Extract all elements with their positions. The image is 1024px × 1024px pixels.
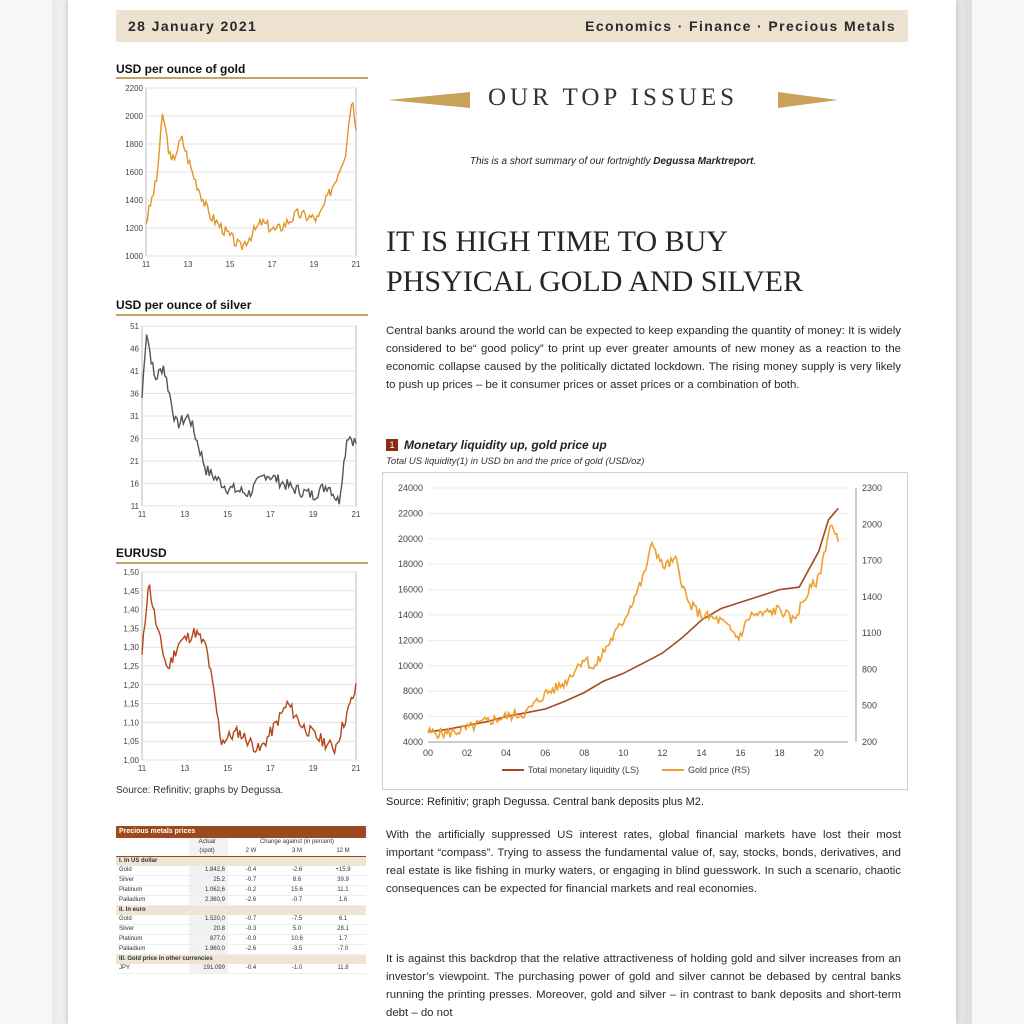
table-head-spot: (spot): [189, 847, 228, 856]
table-cell-change: -2.6: [291, 867, 303, 873]
gold-chart-title: USD per ounce of gold: [116, 62, 246, 76]
table-head-period: 12 M: [336, 848, 350, 854]
paragraph-2: With the artificially suppressed US interest rates, global financial markets have lost their most important “compass”. Trying to assess the fundamental value of, say, stocks, bonds, derivatives, and real estate is like fishing in murky waters, or engaging in blind guesswork. In such a scenario, chaotic consequences can be expected for financial markets and real economies.: [386, 829, 901, 895]
y-left-tick-label: 22000: [397, 508, 423, 519]
x-tick-label: 13: [180, 764, 190, 773]
table-cell-change: -0.7: [291, 897, 303, 903]
y-right-tick-label: 500: [862, 700, 878, 711]
table-cell-change: -0.7: [245, 916, 257, 922]
table-row: [116, 935, 366, 945]
gold-price-chart: [116, 82, 368, 276]
x-tick-label: 11: [141, 260, 151, 269]
table-cell-change: -0.3: [245, 926, 257, 932]
table-row: [116, 866, 366, 876]
table-cell-change: -2.6: [245, 946, 257, 952]
table-cell-change: 1.7: [338, 936, 348, 942]
table-cell-change: -7.0: [337, 946, 349, 952]
x-tick-label: 11: [137, 764, 147, 773]
table-head-row-2: [116, 847, 366, 857]
figure-title: Monetary liquidity up, gold price up: [404, 438, 607, 452]
table-cell-metal: Palladium: [119, 946, 146, 952]
table-cell-change: -0.2: [245, 887, 257, 893]
silver-chart-rule: [116, 314, 368, 316]
table-cell-change: 5.0: [292, 926, 302, 932]
y-tick-label: 1,35: [123, 624, 139, 634]
table-row: [116, 915, 366, 925]
eurusd-chart: [116, 566, 368, 782]
y-tick-label: 1,30: [123, 643, 139, 653]
table-cell-metal: Silver: [119, 926, 135, 932]
table-cell-change: +15.9: [335, 867, 351, 873]
table-cell-spot: 20.8: [189, 925, 228, 934]
table-cell-spot: 1.960,0: [189, 945, 228, 954]
silver-price-chart: [116, 320, 368, 528]
table-cell-change: -0.4: [245, 965, 257, 971]
x-tick-label: 15: [223, 510, 233, 519]
y-left-tick-label: 16000: [397, 584, 423, 595]
x-tick-label: 02: [462, 748, 473, 758]
x-tick-label: 13: [183, 260, 193, 269]
precious-metals-table: [116, 826, 366, 974]
table-cell-metal: JPY: [119, 965, 131, 971]
y-tick-label: 41: [130, 367, 139, 376]
x-tick-label: 19: [309, 260, 319, 269]
y-tick-label: 46: [130, 344, 139, 354]
document-page: [68, 0, 956, 1024]
x-tick-label: 15: [225, 260, 235, 269]
table-section-header: I. In US dollar: [116, 857, 366, 866]
x-tick-label: 08: [579, 748, 590, 758]
x-tick-label: 13: [180, 510, 190, 519]
liquidity-gold-chart: [382, 472, 908, 790]
x-tick-label: 21: [351, 260, 361, 269]
y-tick-label: 1,25: [123, 662, 139, 671]
x-tick-label: 21: [351, 764, 361, 773]
subtitle-bold: Degussa Marktreport: [653, 156, 754, 167]
y-left-tick-label: 18000: [397, 559, 423, 570]
table-section-header: II. In euro: [116, 906, 366, 915]
y-tick-label: 1400: [125, 196, 143, 205]
y-tick-label: 2200: [125, 84, 143, 93]
headline-line-1: IT IS HIGH TIME TO BUY: [386, 225, 728, 258]
x-tick-label: 11: [137, 510, 147, 519]
y-tick-label: 1800: [125, 140, 143, 149]
headline-line-2: PHSYICAL GOLD AND SILVER: [386, 265, 803, 298]
x-tick-label: 21: [351, 510, 361, 519]
table-row: [116, 876, 366, 886]
y-right-tick-label: 200: [862, 737, 878, 747]
table-cell-spot: 1.842,6: [189, 866, 228, 875]
y-tick-label: 1000: [125, 252, 143, 261]
y-tick-label: 2000: [125, 112, 143, 121]
table-cell-change: 1.6: [338, 897, 348, 903]
y-tick-label: 1,00: [123, 756, 139, 765]
header-date: 28 January 2021: [128, 18, 258, 34]
table-cell-change: -2.6: [245, 897, 257, 903]
page-header-bar: [116, 10, 908, 42]
top-issues-title: OUR TOP ISSUES: [487, 84, 739, 111]
y-right-tick-label: 800: [862, 664, 878, 675]
y-right-tick-label: 1100: [862, 628, 882, 639]
table-cell-change: 6.1: [338, 916, 348, 922]
table-row: [116, 886, 366, 896]
table-head-period: 3 M: [291, 848, 302, 854]
y-right-tick-label: 1400: [862, 591, 883, 602]
x-tick-label: 17: [265, 510, 275, 519]
y-right-tick-label: 2000: [862, 519, 883, 530]
y-tick-label: 1,15: [123, 699, 139, 709]
table-section-header: III. Gold price in other currencies: [116, 955, 366, 964]
headline: [386, 222, 906, 302]
figure-number: 1: [386, 439, 398, 451]
table-head-change: Change against (in percent): [259, 839, 335, 845]
y-tick-label: 21: [130, 457, 139, 466]
x-tick-label: 10: [618, 748, 629, 758]
table-cell-spot: 877.0: [189, 935, 228, 944]
table-cell-change: 11.8: [337, 965, 349, 971]
paragraph-3: It is against this backdrop that the relative attractiveness of holding gold and silver increases from an investor’s viewpoint. The purchasing power of gold and silver cannot be debased by central banks running the printing presses. Moreover, gold and silver – in contrast to bank deposits and short-term debt – do not: [386, 953, 901, 1019]
y-tick-label: 31: [130, 412, 139, 421]
table-cell-spot: 25.2: [189, 876, 228, 885]
x-tick-label: 14: [696, 748, 707, 758]
table-cell-metal: Platinum: [119, 936, 143, 942]
x-tick-label: 15: [223, 764, 233, 773]
table-cell-change: -0.7: [245, 877, 257, 883]
figure-source: Source: Refinitiv; graph Degussa. Central bank deposits plus M2.: [386, 796, 704, 808]
y-tick-label: 26: [130, 434, 139, 444]
x-tick-label: 16: [735, 748, 746, 758]
table-cell-spot: 1.062,6: [189, 886, 228, 895]
x-tick-label: 19: [308, 764, 318, 773]
table-cell-change: 10.6: [291, 936, 303, 942]
table-cell-change: 15.6: [291, 887, 303, 893]
small-charts-source: Source: Refinitiv; graphs by Degussa.: [116, 785, 284, 796]
header-topics: Economics · Finance · Precious Metals: [585, 18, 896, 34]
table-cell-change: 28.1: [337, 926, 349, 932]
table-cell-change: 11.1: [337, 887, 349, 893]
y-tick-label: 16: [130, 479, 139, 489]
table-cell-spot: 2.360,9: [189, 896, 228, 905]
table-cell-change: 39.9: [337, 877, 349, 883]
table-cell-change: -7.5: [291, 916, 303, 922]
table-cell-change: 8.6: [292, 877, 302, 883]
table-head-period: 2 W: [245, 848, 257, 854]
y-tick-label: 1600: [125, 168, 143, 177]
legend-label: Gold price (RS): [688, 765, 751, 775]
table-cell-change: -0.4: [245, 867, 257, 873]
silver-chart-title: USD per ounce of silver: [116, 298, 252, 312]
paragraph-1: Central banks around the world can be expected to keep expanding the quantity of money: It is widely considered to be“ good policy” to print up ever greater amounts of new money as a reaction to the economic collapse caused by the politically dictated lockdown. The rising money supply is very likely to push up prices – be it consumer prices or asset prices or a combination of both.: [386, 325, 901, 391]
table-cell-metal: Gold: [119, 867, 132, 873]
y-tick-label: 1,40: [123, 605, 139, 615]
table-title: Precious metals prices: [116, 826, 366, 838]
y-left-tick-label: 10000: [397, 660, 423, 671]
y-tick-label: 1,10: [123, 718, 139, 728]
y-left-tick-label: 4000: [402, 737, 423, 747]
y-tick-label: 1,20: [123, 680, 139, 690]
table-cell-metal: Silver: [119, 877, 135, 883]
table-row: [116, 964, 366, 974]
x-tick-label: 17: [265, 764, 275, 773]
y-tick-label: 1,45: [123, 586, 139, 596]
y-left-tick-label: 12000: [397, 635, 423, 646]
table-row: [116, 925, 366, 935]
table-cell-change: -3.5: [291, 946, 303, 952]
table-cell-change: -0.9: [245, 936, 257, 942]
x-tick-label: 20: [813, 748, 824, 758]
table-cell-metal: Platinum: [119, 887, 143, 893]
table-row: [116, 896, 366, 906]
subtitle-text: This is a short summary of our fortnightly: [469, 156, 654, 167]
table-row: [116, 945, 366, 955]
y-tick-label: 1200: [125, 224, 143, 233]
x-tick-label: 00: [422, 748, 434, 758]
x-tick-label: 12: [657, 748, 668, 758]
y-left-tick-label: 14000: [397, 610, 423, 620]
summary-subtitle: [388, 156, 838, 167]
table-cell-metal: Palladium: [119, 897, 146, 903]
table-cell-spot: 1.520,0: [189, 915, 228, 924]
table-cell-spot: 191.099: [189, 964, 228, 973]
top-issues-banner: [388, 84, 838, 114]
table-head-row: [116, 838, 366, 847]
y-left-tick-label: 6000: [402, 711, 423, 722]
legend-label: Total monetary liquidity (LS): [528, 765, 640, 775]
x-tick-label: 19: [308, 510, 318, 519]
x-tick-label: 04: [501, 748, 512, 758]
y-tick-label: 1,05: [123, 737, 139, 747]
y-tick-label: 11: [130, 502, 139, 511]
eurusd-chart-title: EURUSD: [116, 546, 167, 560]
y-left-tick-label: 24000: [397, 483, 423, 493]
table-head-actual: Actual: [189, 838, 228, 847]
x-tick-label: 06: [540, 748, 551, 758]
y-tick-label: 36: [130, 389, 139, 399]
eurusd-chart-rule: [116, 562, 368, 564]
y-right-tick-label: 2300: [862, 483, 883, 493]
x-tick-label: 17: [267, 260, 277, 269]
subtitle-end: .: [753, 156, 757, 167]
y-tick-label: 1,50: [123, 568, 139, 577]
gold-chart-rule: [116, 77, 368, 79]
table-cell-change: -1.0: [291, 965, 303, 971]
y-left-tick-label: 8000: [402, 686, 423, 697]
y-right-tick-label: 1700: [862, 555, 883, 566]
table-cell-metal: Gold: [119, 916, 132, 922]
y-left-tick-label: 20000: [397, 533, 423, 544]
x-tick-label: 18: [774, 748, 785, 758]
figure-subtitle: Total US liquidity(1) in USD bn and the price of gold (USD/oz): [386, 456, 645, 467]
y-tick-label: 51: [130, 322, 139, 331]
